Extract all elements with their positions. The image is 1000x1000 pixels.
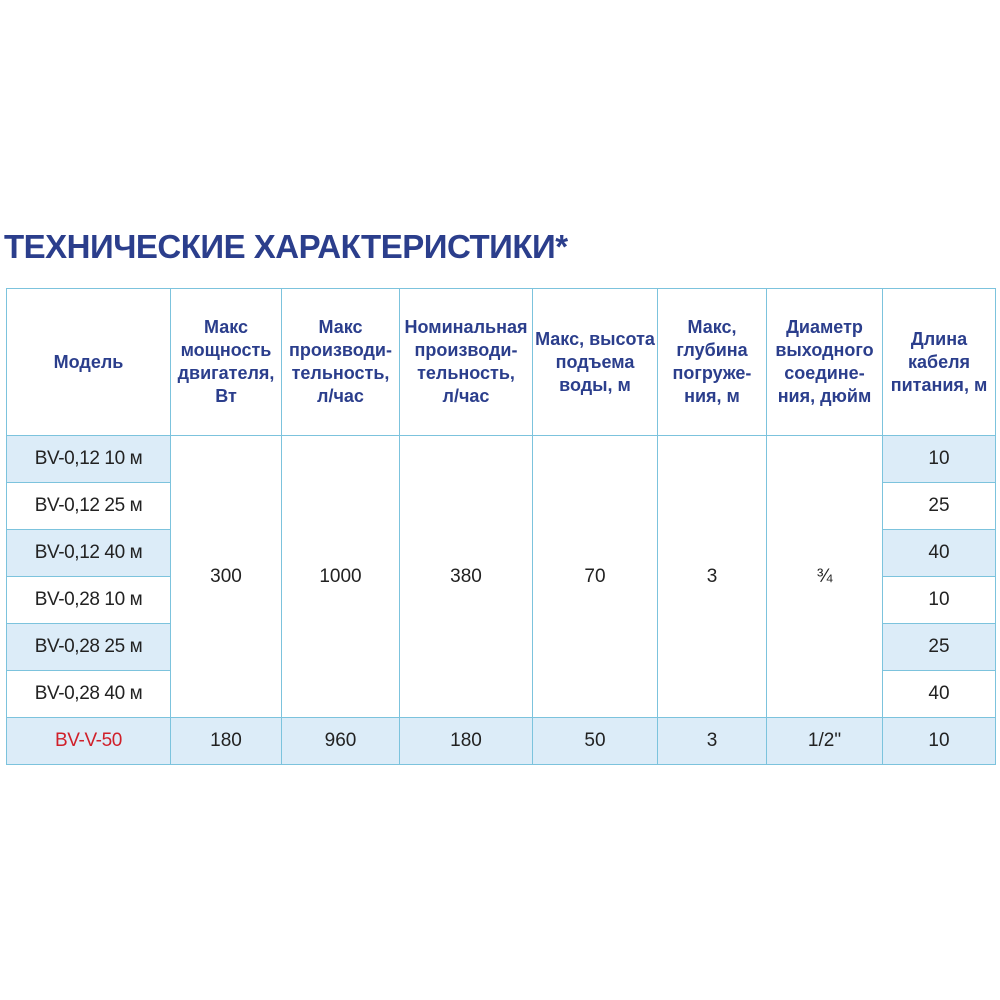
header-line: погруже- (672, 363, 752, 383)
header-line: мощность (180, 340, 272, 360)
header-max-flow (282, 289, 400, 436)
model-cell: BV-0,28 10 м (7, 577, 171, 624)
header-line: Длина (910, 328, 968, 349)
header-line: соедине- (784, 363, 865, 383)
header-line: ния, дюйм (777, 386, 872, 406)
header-line: Макс (203, 317, 248, 337)
model-cell: BV-0,12 10 м (7, 436, 171, 483)
header-line: ния, м (684, 386, 740, 406)
header-line: Модель (53, 351, 124, 372)
header-outlet (767, 289, 883, 436)
model-cell: BV-0,12 40 м (7, 530, 171, 577)
model-cell: BV-0,28 25 м (7, 624, 171, 671)
cable-cell: 10 (883, 718, 996, 765)
header-line: подъема (555, 351, 635, 372)
max-flow-cell: 960 (282, 718, 400, 765)
power-cell: 180 (171, 718, 282, 765)
header-max-depth (658, 289, 767, 436)
power-cell: 300 (171, 436, 282, 718)
table-row (7, 436, 996, 483)
cable-cell: 10 (883, 436, 996, 483)
header-max-head (533, 289, 658, 436)
header-line: кабеля (907, 351, 971, 372)
header-line: Макс, высота (535, 328, 655, 349)
model-cell: BV-V-50 (7, 718, 171, 765)
max-head-cell: 70 (533, 436, 658, 718)
header-row (7, 289, 996, 436)
header-line: Макс, (687, 317, 737, 337)
model-cell: BV-0,12 25 м (7, 483, 171, 530)
header-line: тельность, (291, 363, 390, 383)
header-nominal-flow (400, 289, 533, 436)
header-line: Вт (215, 386, 237, 406)
cable-cell: 40 (883, 530, 996, 577)
header-line: тельность, (417, 363, 515, 383)
header-line: питания, м (890, 374, 988, 395)
page-title: ТЕХНИЧЕСКИЕ ХАРАКТЕРИСТИКИ* (4, 228, 568, 265)
max-depth-cell: 3 (658, 718, 767, 765)
model-cell: BV-0,28 40 м (7, 671, 171, 718)
spec-table (6, 288, 996, 765)
max-flow-cell: 1000 (282, 436, 400, 718)
header-line: производи- (414, 340, 518, 360)
header-line: л/час (317, 386, 364, 406)
cable-cell: 40 (883, 671, 996, 718)
cable-cell: 25 (883, 624, 996, 671)
cable-cell: 10 (883, 577, 996, 624)
max-depth-cell: 3 (658, 436, 767, 718)
header-model (7, 289, 171, 436)
table-row-bv-v-50 (7, 718, 996, 765)
outlet-cell: 1/2" (767, 718, 883, 765)
header-line: выходного (775, 340, 874, 360)
header-line: Диаметр (786, 317, 863, 337)
max-head-cell: 50 (533, 718, 658, 765)
nominal-flow-cell: 180 (400, 718, 533, 765)
header-line: Макс (318, 317, 363, 337)
header-line: Номинальная (404, 317, 528, 337)
header-line: воды, м (559, 374, 631, 395)
nominal-flow-cell: 380 (400, 436, 533, 718)
header-line: глубина (676, 340, 748, 360)
header-cable (883, 289, 996, 436)
cable-cell: 25 (883, 483, 996, 530)
header-line: производи- (289, 340, 392, 360)
header-line: двигателя, (177, 363, 275, 383)
header-power (171, 289, 282, 436)
outlet-cell: ¾ (767, 436, 883, 718)
header-line: л/час (442, 386, 490, 406)
